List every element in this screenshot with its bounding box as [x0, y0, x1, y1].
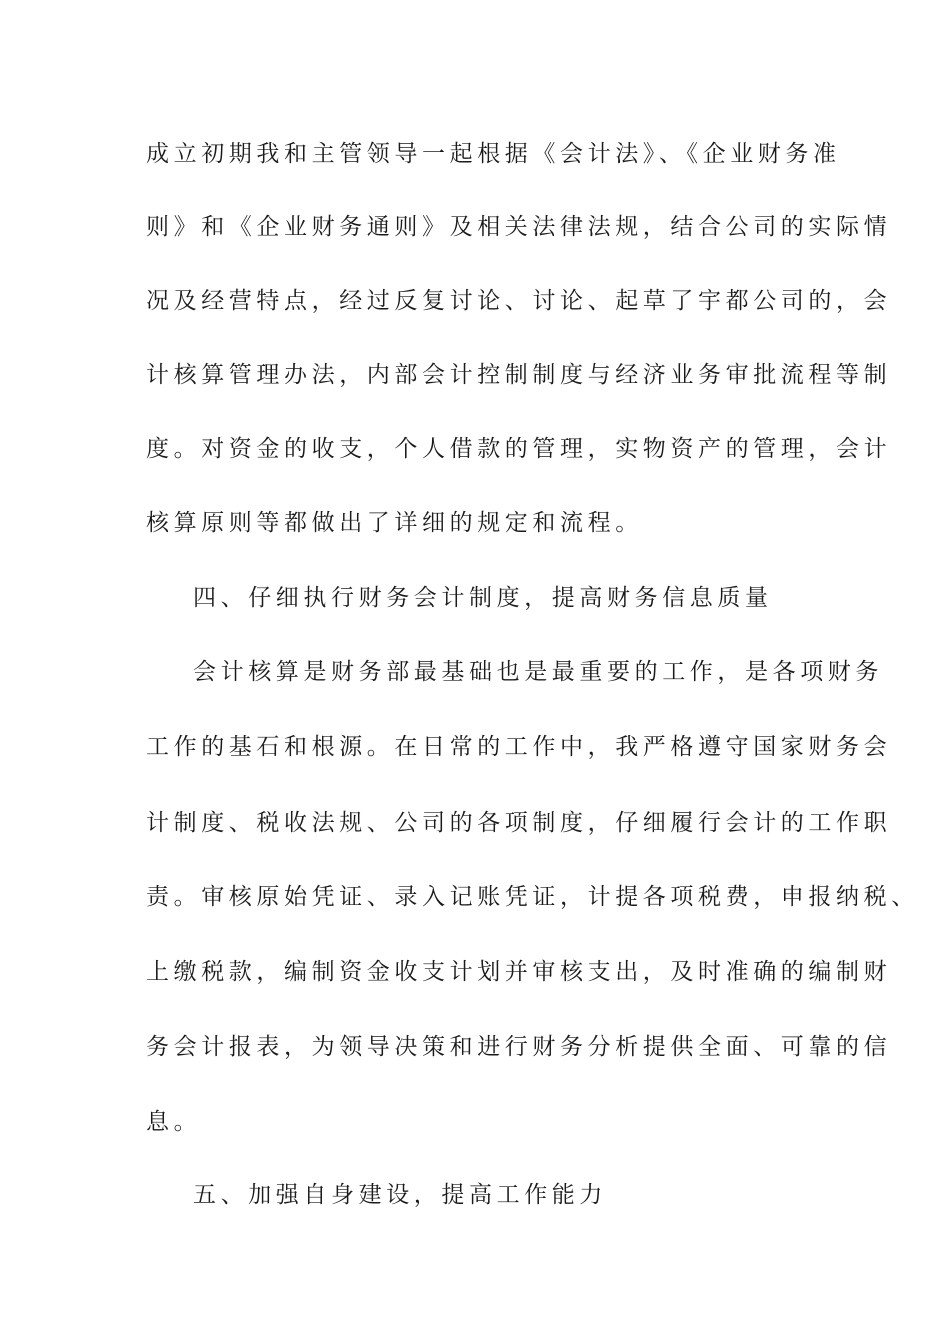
paragraph-line: 上缴税款，编制资金收支计划并审核支出，及时准确的编制财 [146, 959, 892, 985]
paragraph-line: 度。对资金的收支，个人借款的管理，实物资产的管理，会计 [146, 436, 892, 462]
paragraph-line: 计核算管理办法，内部会计控制制度与经济业务审批流程等制 [146, 362, 892, 388]
paragraph-line: 计制度、税收法规、公司的各项制度，仔细履行会计的工作职 [146, 810, 892, 836]
paragraph-line: 会计核算是财务部最基础也是最重要的工作，是各项财务 [193, 659, 883, 685]
paragraph-line: 核算原则等都做出了详细的规定和流程。 [146, 510, 643, 536]
paragraph-line: 息。 [146, 1109, 202, 1135]
paragraph-line: 工作的基石和根源。在日常的工作中，我严格遵守国家财务会 [146, 734, 892, 760]
section-heading: 五、加强自身建设，提高工作能力 [193, 1182, 607, 1208]
paragraph-line: 则》和《企业财务通则》及相关法律法规，结合公司的实际情 [146, 214, 892, 240]
paragraph-line: 务会计报表，为领导决策和进行财务分析提供全面、可靠的信 [146, 1034, 892, 1060]
section-heading: 四、仔细执行财务会计制度，提高财务信息质量 [193, 585, 773, 611]
paragraph-line: 责。审核原始凭证、录入记账凭证，计提各项税费，申报纳税、 [146, 884, 919, 910]
paragraph-line: 成立初期我和主管领导一起根据《会计法》、《企业财务准 [146, 141, 841, 167]
paragraph-line: 况及经营特点，经过反复讨论、讨论、起草了宇都公司的，会 [146, 288, 892, 314]
